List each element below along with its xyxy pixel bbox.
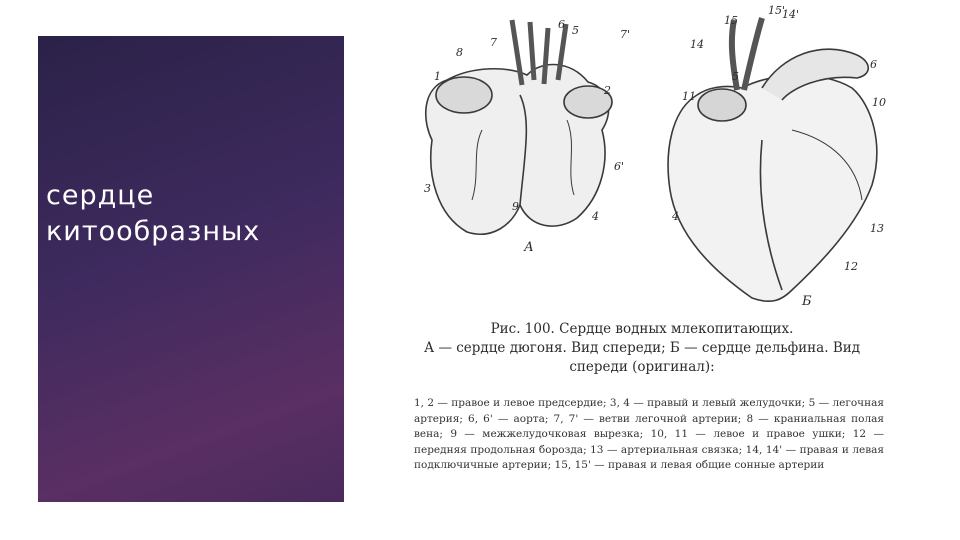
callout-a-10: 8	[456, 46, 463, 59]
callout-a-7: 6'	[614, 160, 625, 173]
callout-a-9: 7'	[620, 28, 631, 41]
callout-a-11: 9	[512, 200, 519, 213]
callout-b-6: 12	[844, 260, 858, 273]
callout-b-7: 13	[870, 222, 884, 235]
slide-title	[46, 178, 336, 250]
caption-title: Рис. 100. Сердце водных млекопитающих.	[490, 321, 794, 337]
callout-b-4: 10	[872, 96, 886, 109]
callout-a-1: 1	[434, 70, 441, 83]
panel-b-letter: Б	[802, 294, 812, 309]
callout-b-10: 15	[724, 14, 738, 27]
figure-caption	[362, 320, 922, 377]
callout-b-2: 5	[732, 70, 739, 83]
callout-a-8: 7	[490, 36, 497, 49]
figure-legend: 1, 2 — правое и левое предсердие; 3, 4 — правый и левый желудочки; 5 — легочная артерия; 6, 6' — аорта; 7, 7' — ветви легочной артерии; 8 — краниальная полая вена; 9 — межжелудочковая вырезка; 10, 11 — левое и правое ушки; 12 — передняя продольная борозда; 13 — артериальная связка; 14, 14' — правая и левая подключичные артерии; 15, 15' — правая и левая общие сонные артерии	[414, 397, 884, 471]
title-panel	[38, 36, 344, 502]
heart-figure	[352, 0, 960, 540]
callout-a-6: 6	[558, 18, 565, 31]
caption-line-2: А — сердце дюгоня. Вид спереди; Б — сердце дельфина. Вид	[423, 340, 861, 356]
caption-line-3: спереди (оригинал):	[569, 359, 715, 375]
title-line-1: сердце	[46, 180, 155, 211]
title-line-2: китообразных	[46, 216, 261, 247]
callout-a-2: 2	[604, 84, 611, 97]
callout-a-5: 5	[572, 24, 579, 37]
heart-drawings	[352, 0, 960, 320]
callout-a-4: 4	[592, 210, 599, 223]
callout-b-11: 15'	[768, 4, 786, 17]
callout-b-5: 11	[682, 90, 696, 103]
callout-b-1: 4	[672, 210, 679, 223]
callout-b-3: 6	[870, 58, 877, 71]
callout-b-8: 14	[690, 38, 704, 51]
panel-a-letter: А	[524, 240, 534, 255]
callout-b-9: 14'	[782, 8, 800, 21]
dolphin-heart-drawing	[668, 18, 877, 301]
callout-a-3: 3	[424, 182, 431, 195]
